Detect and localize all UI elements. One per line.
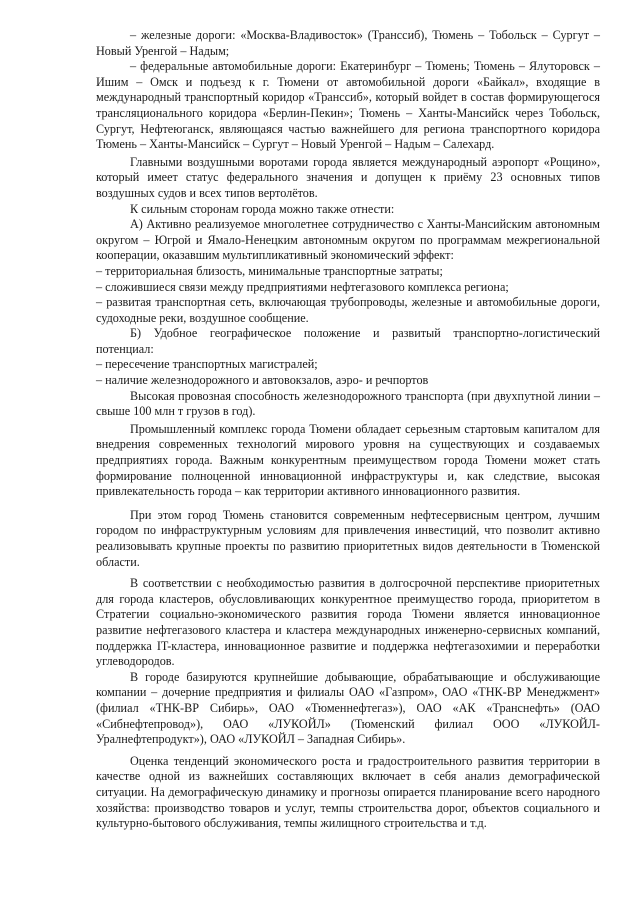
paragraph-industry: Промышленный комплекс города Тюмени обладает серьезным стартовым капиталом для внедрения современных технологий мирового уровня на существующих и создаваемых предприятиях города. Важным конкурентным преимуществом города Тюмени может стать формирование полноценной инновационной инфраструктуры и, как следствие, высокая привлекательность города – как территории активного инновационного развития. (96, 421, 600, 499)
list-item-crossing: – пересечение транспортных магистралей; (96, 357, 318, 372)
document-body (96, 28, 600, 832)
paragraph-clusters: В соответствии с необходимостью развития в долгосрочной перспективе приоритетных для города кластеров, обусловливающих конкурентное преимущество города, приоритетом в Стратегии социально-экономического развития города Тюмени является инновационное развитие нефтегазового кластера и кластера международных инженерно-сервисных компаний, поддержка IT-кластера, инновационное развитие и поддержка нефтегазохимии и переработки углеводородов. (96, 576, 600, 669)
list-item-links: – сложившиеся связи между предприятиями нефтегазового комплекса региона; (96, 279, 509, 294)
paragraph-federal-roads: – федеральные автомобильные дороги: Екатеринбург – Тюмень; Тюмень – Ялуторовск – Ишим – Омск и подъезд к г. Тюмени от автомобильной дороги «Байкал», входящие в международный транспортный коридор «Транссиб», который войдет в состав формирующегося трансляционального коридора «Берлин-Пекин»; Тюмень – Ханты-Мансийск через Тобольск, Сургут, Нефтеюганск, являющаяся частью важнейшего для региона транспортного коридора Тюмень – Ханты-Мансийск – Сургут – Новый Уренгой – Надым – Салехард. (96, 59, 600, 152)
list-item-stations: – наличие железнодорожного и автовокзалов, аэро- и речпортов (96, 373, 429, 388)
paragraph-cooperation: А) Активно реализуемое многолетнее сотрудничество с Ханты-Мансийским автономным округом – Югрой и Ямало-Ненецким автономным округом по программам межрегиональной кооперации, оказавшим мультипликативный экономический эффект: (96, 217, 600, 263)
paragraph-geography: Б) Удобное географическое положение и развитый транспортно-логистический потенциал: (96, 326, 600, 356)
paragraph-oilfield-center: При этом город Тюмень становится современным нефтесервисным центром, лучшим городом по инфраструктурным условиям для привлечения инвестиций, что позволит активно реализовывать крупные проекты по развитию приоритетных видов деятельности в Тюменской области. (96, 507, 600, 569)
paragraph-airport: Главными воздушными воротами города является международный аэропорт «Рощино», который имеет статус федерального значения и допущен к приёму 23 основных типов воздушных судов и всех типов вертолётов. (96, 154, 600, 200)
paragraph-companies: В городе базируются крупнейшие добывающие, обрабатывающие и обслуживающие компании – дочерние предприятия и филиалы ОАО «Газпром», ОАО «ТНК-ВР Менеджмент» (филиал «ТНК-ВР Сибирь», ОАО «Тюменнефтегаз»), ОАО «АК «Транснефть» (ОАО «Сибнефтепровод»), ОАО «ЛУКОЙЛ» (Тюменский филиал ООО «ЛУКОЙЛ-Уралнефтепродукт»), ОАО «ЛУКОЙЛ – Западная Сибирь». (96, 669, 600, 747)
list-item-proximity: – территориальная близость, минимальные транспортные затраты; (96, 263, 443, 278)
paragraph-demography: Оценка тенденций экономического роста и градостроительного развития территории в качестве одной из важнейших составляющих включает в себя анализ демографической ситуации. На демографическую динамику и прогнозы опирается планирование всего народного хозяйства: производство товаров и услуг, темпы строительства дорог, объектов социального и культурно-бытового обслуживания, темпы жилищного строительства и т.д. (96, 753, 600, 831)
paragraph-rail-capacity: Высокая провозная способность железнодорожного транспорта (при двухпутной линии – свыше 100 млн т грузов в год). (96, 388, 600, 419)
list-item-transport-network: – развитая транспортная сеть, включающая трубопроводы, железные и автомобильные дороги, судоходные реки, воздушное сообщение. (96, 295, 600, 325)
paragraph-strengths-intro: К сильным сторонам города можно также отнести: (130, 201, 395, 216)
paragraph-railways: – железные дороги: «Москва-Владивосток» (Транссиб), Тюмень – Тобольск – Сургут – Новый Уренгой – Надым; (96, 28, 600, 58)
